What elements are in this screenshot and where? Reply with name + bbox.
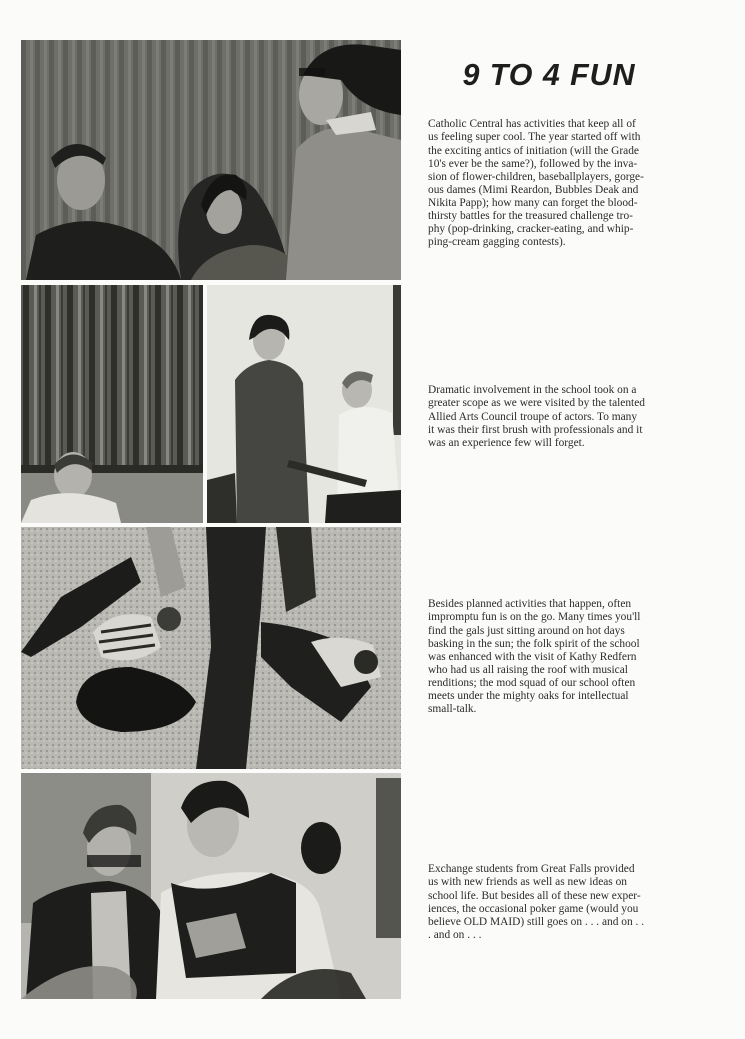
photo-students-under-tree: [21, 527, 401, 769]
photo-students-card-game: [21, 773, 401, 999]
paragraph-drama: Dramatic involvement in the school took on a greater scope as we were visited by the talented Allied Arts Council troupe of actors. To many it was their first brush with professionals and it was an experience few will forget.: [428, 384, 645, 449]
photo-students-curtain: [21, 40, 401, 280]
paragraph-impromptu-fun: Besides planned activities that happen, often impromptu fun is on the go. Many times you'll find the gals just sitting around on hot days basking in the sun; the folk spirit of the school was enhanced with the visit of Kathy Redfern who had us all raising the roof with musical renditions; the mod squad of our school often meets under the mighty oaks for intellectual small-talk.: [428, 598, 641, 716]
photo-man-seated: [21, 285, 203, 523]
paragraph-initiation: Catholic Central has activities that keep all of us feeling super cool. The year started off with the exciting antics of initiation (will the Grade 10's ever be the same?), followed by the inva- sion of flower-children, baseballplayers, gorge- ous dames (Mimi Reardon, Bubbles Deak and Nikita Papp); how many can forget the blood- thirsty battles for the treasured challenge tro- phy (pop-drinking, cracker-eating, and whip- ping-cream gagging contests).: [428, 118, 644, 249]
photo-actress-guitarist: [207, 285, 401, 523]
page-title: 9 TO 4 FUN: [462, 56, 636, 92]
paragraph-exchange-students: Exchange students from Great Falls provided us with new friends as well as new ideas on school life. But besides all of these new exper- iences, the occasional poker game (would you believe OLD MAID) still goes on . . . and on . . . and on . . .: [428, 863, 645, 941]
